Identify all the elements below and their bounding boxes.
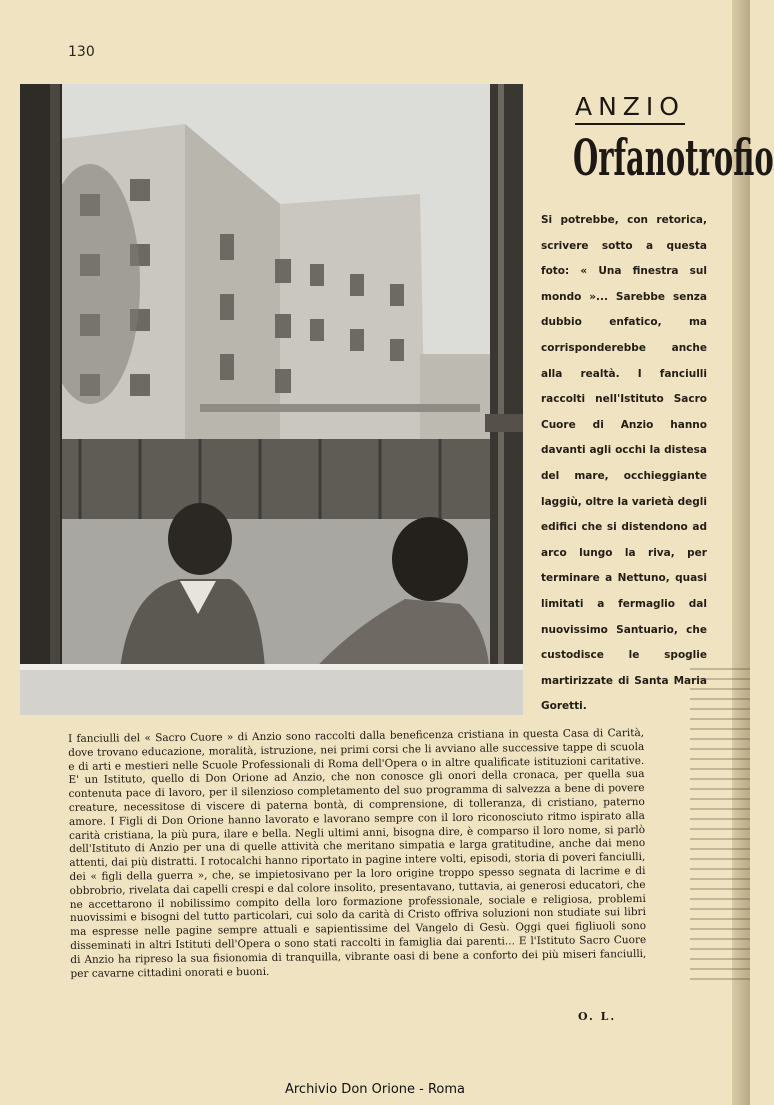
archive-footer: Archivio Don Orione - Roma <box>284 1082 466 1097</box>
page-number: 130 <box>68 44 95 60</box>
article-body: I fanciulli del « Sacro Cuore » di Anzio sono raccolti dalla beneficenza cristiana in questa Casa di Carità, dove trovano educazione, moralità, istruzione, nei primi corsi che li avviano alle successive tappe di scuola e di arti e mestieri nelle Scuole Professionali di Roma dell'Opera o in altre qualificate istituzioni caritative. E' un Istituto, quello di Don Orione ad Anzio, che non conosce gli onori della cronaca, per quella sua contenuta pace di lavoro, per il silenzioso completamento del suo programma di salvezza a bene di povere creature, necessitose di viscere di paterna bontà, di comprensione, di tolleranza, di cristiano, paterno amore. I Figli di Don Orione hanno lavorato e lavorano sempre con il loro riconosciuto ritmo ispirato alla carità cristiana, la più pura, ilare e bella. Negli ultimi anni, bisogna dire, è comparso il loro nome, si parlò dell'Istituto di Anzio per una di quelle attività che meritano simpatia e larga gratitudine, anche dai meno attenti, dai più distratti. I rotocalchi hanno riportato in pagine intere volti, episodi, storia di poveri fanciulli, dei « figli della guerra », che, se impietosivano per la loro origine troppo spesso segnata di lacrime e di obbrobrio, rivelata dai capelli crespi e dal colore insolito, presentavano, tuttavia, ai generosi educatori, che ne accettarono il nobilissimo compito della loro formazione professionale, sociale e religiosa, problemi nuovissimi e bisogni del tutto particolari, cui solo da carità di Cristo offriva soluzioni non studiate sui libri ma espresse nelle pagine sempre attuali e sapientissime del Vangelo di Gesù. Oggi quei figliuoli sono disseminati in altri Istituti dell'Opera o sono stati raccolti in famiglia dai parenti... E l'Istituto Sacro Cuore di Anzio ha ripreso la sua fisionomia di tranquilla, vibrante oasi di bene a conforto dei più miseri fanciulli, per cavarne cittadini onorati e buoni. <box>68 726 647 980</box>
article-title: Orfanotrofio <box>573 128 774 187</box>
intro-paragraph: Si potrebbe, con retorica, scrivere sotto a questa foto: « Una finestra sul mondo »... Sarebbe senza dubbio enfatico, ma corrisponderebbe anche alla realtà. I fanciulli raccolti nell'Istituto Sacro Cuore di Anzio hanno davanti agli occhi la distesa del mare, occhieggiante laggiù, oltre la varietà degli edifici che si distendono ad arco lungo la riva, per terminare a Nettuno, quasi limitati a fermaglio dal nuovissimo Santuario, che custodisce le spoglie martirizzate di Santa Maria Goretti. <box>541 214 707 713</box>
author-signature: O. L. <box>578 1010 617 1023</box>
photo-window-boys <box>20 84 523 715</box>
adjacent-page-bleed <box>690 660 750 990</box>
article-heading: ANZIO <box>575 92 685 125</box>
